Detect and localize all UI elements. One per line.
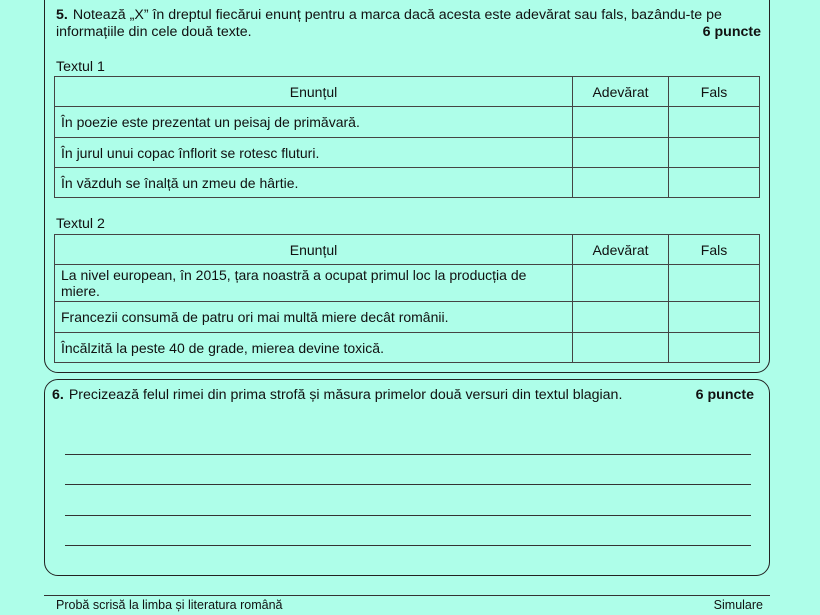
table-row: [55, 265, 760, 302]
footer-session: Simulare: [713, 598, 763, 612]
footer-divider: [44, 595, 770, 596]
table-row: [55, 168, 760, 198]
table-row: [55, 107, 760, 138]
header-statement: Enunțul: [55, 235, 573, 265]
header-false: Fals: [669, 235, 760, 265]
true-answer-cell[interactable]: [573, 333, 669, 363]
question-6-text: Precizează felul rimei din prima strofă și măsura primelor două versuri din textul blagian.: [68, 387, 623, 403]
false-answer-cell[interactable]: [669, 168, 760, 198]
true-answer-cell[interactable]: [573, 107, 669, 138]
true-answer-cell[interactable]: [573, 168, 669, 198]
true-answer-cell[interactable]: [573, 138, 669, 168]
question-6-prompt: [52, 387, 754, 403]
table-row: [55, 302, 760, 333]
statement-cell: În jurul unui copac înflorit se rotesc fluturi.: [55, 138, 573, 168]
text2-label: Textul 2: [56, 216, 105, 232]
question-5-prompt: [56, 7, 761, 41]
statement-cell: În poezie este prezentat un peisaj de primăvară.: [55, 107, 573, 138]
answer-line[interactable]: [65, 515, 751, 516]
header-true: Adevărat: [573, 77, 669, 107]
question-5-points: 6 puncte: [702, 24, 761, 40]
header-true: Adevărat: [573, 235, 669, 265]
false-answer-cell[interactable]: [669, 138, 760, 168]
answer-line[interactable]: [65, 484, 751, 485]
question-5-text: Notează „X” în dreptul fiecărui enunț pentru a marca dacă acesta este adevărat sau fals, bazându-te pe informațiile din cele două texte.: [56, 7, 722, 40]
answer-line[interactable]: [65, 545, 751, 546]
question-6-points: 6 puncte: [695, 387, 754, 403]
header-false: Fals: [669, 77, 760, 107]
text1-label: Textul 1: [56, 59, 105, 75]
answer-line[interactable]: [65, 454, 751, 455]
header-statement: Enunțul: [55, 77, 573, 107]
false-answer-cell[interactable]: [669, 265, 760, 302]
table-row: [55, 333, 760, 363]
table-row: [55, 138, 760, 168]
text1-table: [54, 76, 760, 198]
question-6-number: 6.: [52, 387, 64, 403]
statement-cell: Încălzită la peste 40 de grade, mierea devine toxică.: [55, 333, 573, 363]
statement-cell: În văzduh se înalță un zmeu de hârtie.: [55, 168, 573, 198]
question-5-number: 5.: [56, 7, 68, 23]
true-answer-cell[interactable]: [573, 265, 669, 302]
false-answer-cell[interactable]: [669, 333, 760, 363]
question-6-frame: [44, 379, 770, 576]
statement-cell: Francezii consumă de patru ori mai multă miere decât românii.: [55, 302, 573, 333]
false-answer-cell[interactable]: [669, 107, 760, 138]
footer-exam-title: Probă scrisă la limba și literatura română: [56, 598, 283, 612]
true-answer-cell[interactable]: [573, 302, 669, 333]
statement-cell: La nivel european, în 2015, țara noastră a ocupat primul loc la producția de miere.: [55, 265, 573, 302]
false-answer-cell[interactable]: [669, 302, 760, 333]
text2-table: [54, 234, 760, 363]
